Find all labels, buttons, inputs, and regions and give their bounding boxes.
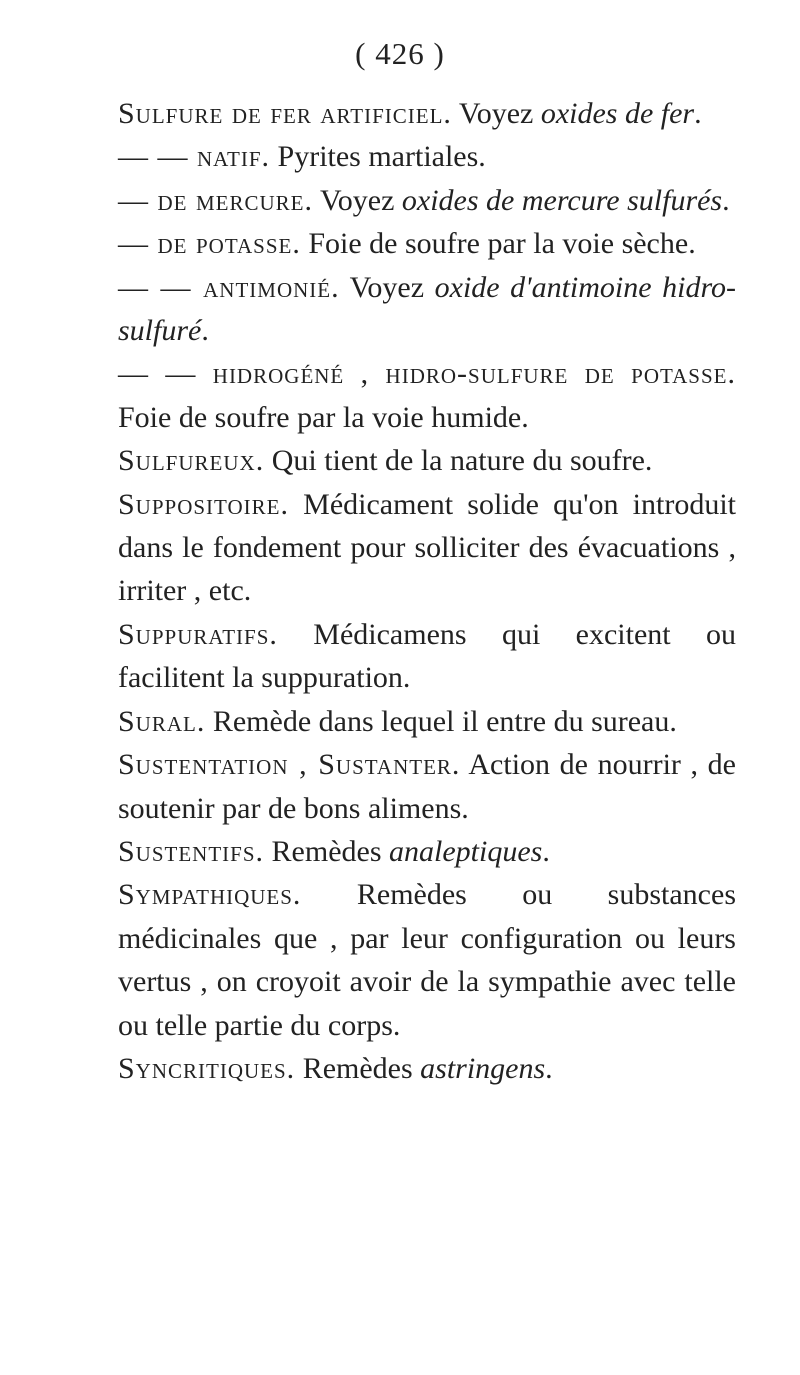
entry-headword: — de potasse. xyxy=(118,227,301,261)
entry-headword: Sympathiques. xyxy=(118,878,302,912)
glossary-entry xyxy=(118,439,736,482)
entry-definition: Pyrites martiales. xyxy=(270,140,486,174)
glossary-entry xyxy=(118,700,736,743)
entry-headword: Sustentation , Sustanter. xyxy=(118,748,461,782)
entry-definition: Foie de soufre par la voie sèche. xyxy=(300,227,696,261)
glossary-entry xyxy=(118,483,736,613)
glossary-entry xyxy=(118,743,736,830)
entry-punctuation: . xyxy=(694,97,702,130)
glossary-entry xyxy=(118,266,736,353)
entry-cross-reference: analeptiques xyxy=(389,834,543,868)
entry-cross-reference: oxides de mercure sulfurés xyxy=(401,183,723,217)
glossary-entries xyxy=(118,92,736,1090)
entry-definition: Remèdes xyxy=(295,1051,421,1085)
entry-headword: — de mercure. xyxy=(118,183,314,217)
entry-headword: — — antimonié. xyxy=(118,270,340,304)
entry-definition: Qui tient de la nature du soufre. xyxy=(264,444,653,478)
glossary-entry xyxy=(118,352,736,439)
entry-definition: Action de nourrir , de soutenir par de bons alimens. xyxy=(118,748,737,825)
entry-definition: Remède dans lequel il entre du sureau. xyxy=(205,704,677,738)
entry-cross-reference: oxides de fer xyxy=(540,97,695,130)
entry-headword: Sulfureux. xyxy=(118,444,265,478)
entry-headword: Syncritiques. xyxy=(118,1051,296,1085)
entry-punctuation: . xyxy=(201,314,209,348)
glossary-entry xyxy=(118,179,736,222)
glossary-entry xyxy=(118,873,736,1047)
entry-definition: Foie de soufre par la voie humide. xyxy=(118,400,529,434)
entry-definition: Voyez xyxy=(339,270,435,304)
entry-headword: — — natif. xyxy=(118,140,271,174)
entry-headword: Sustentifs. xyxy=(118,834,265,868)
glossary-entry xyxy=(118,1047,736,1090)
entry-headword: — — hidrogéné , hidro-sulfure de potasse. xyxy=(118,357,736,391)
entry-headword: Sulfure de fer artificiel. xyxy=(118,97,452,130)
entry-punctuation: . xyxy=(545,1051,553,1085)
glossary-entry xyxy=(118,830,736,873)
entry-definition: Médicament solide qu'on introduit dans le fondement pour solliciter des évacuations , irriter , etc. xyxy=(118,487,736,608)
glossary-entry xyxy=(118,135,736,178)
page-number: ( 426 ) xyxy=(355,36,445,71)
entry-definition: Médicamens qui excitent ou facilitent la suppuration. xyxy=(118,617,736,695)
entry-cross-reference: astringens xyxy=(420,1051,546,1085)
glossary-entry xyxy=(118,222,736,265)
entry-definition: Remèdes xyxy=(264,834,389,868)
glossary-entry xyxy=(118,92,736,135)
entry-definition: Voyez xyxy=(451,97,541,130)
entry-headword: Sural. xyxy=(118,704,206,738)
entry-cross-reference: oxide d'antimoine hidro-sulfuré xyxy=(118,270,736,348)
glossary-entry xyxy=(118,613,736,700)
entry-punctuation: . xyxy=(542,834,550,868)
entry-definition: Voyez xyxy=(313,183,402,217)
entry-punctuation: . xyxy=(722,183,730,217)
entry-definition: Remèdes ou substances médicinales que , par leur configuration ou leurs vertus , on croyoit avoir de la sympathie avec telle ou telle partie du corps. xyxy=(118,878,736,1042)
entry-headword: Suppositoire. xyxy=(118,487,289,521)
entry-headword: Suppuratifs. xyxy=(118,617,278,651)
